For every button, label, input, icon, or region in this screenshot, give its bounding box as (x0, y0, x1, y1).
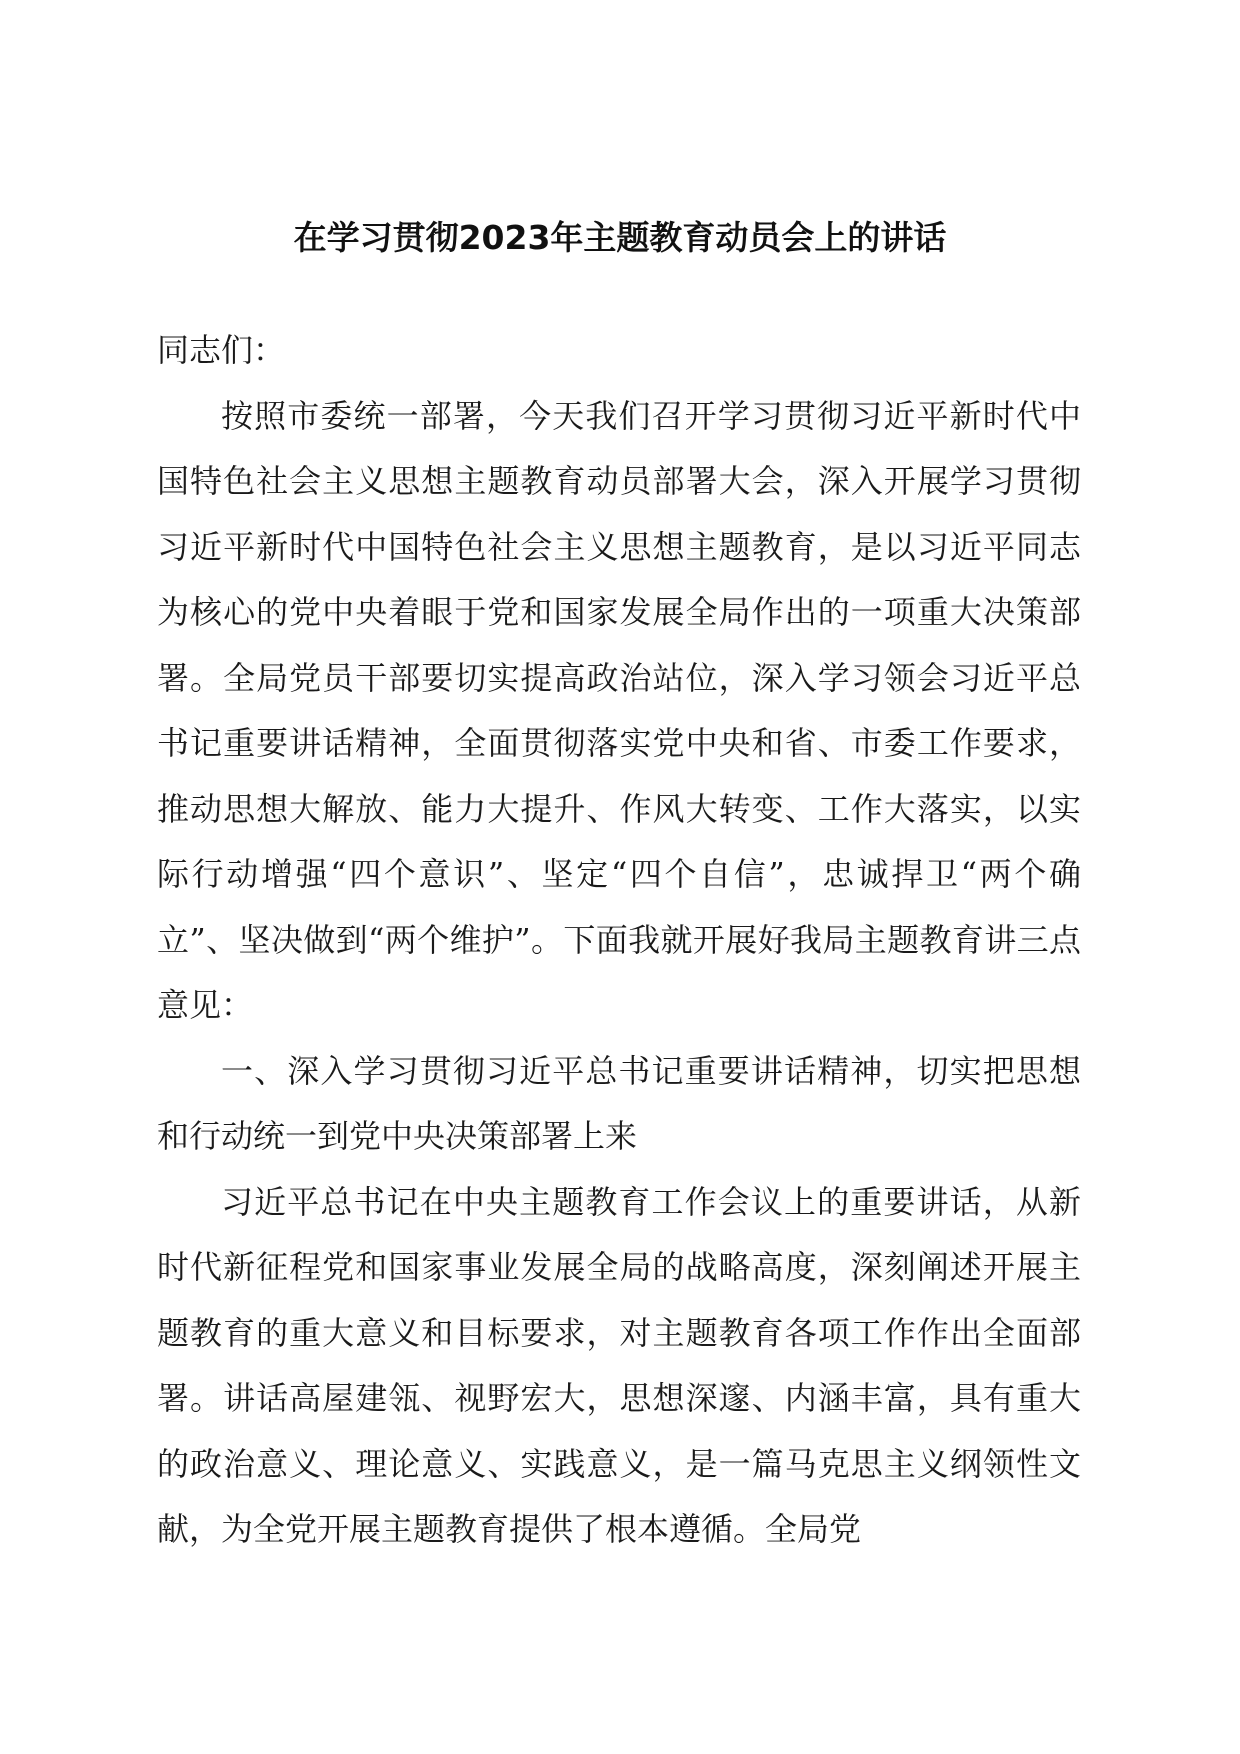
salutation: 同志们： (157, 331, 286, 369)
document-title: 在学习贯彻2023年主题教育动员会上的讲话 (293, 218, 947, 257)
paragraph-section-one: 习近平总书记在中央主题教育工作会议上的重要讲话，从新时代新征程党和国家事业发展全局的战略高度，深刻阐述开展主题教育的重大意义和目标要求，对主题教育各项工作作出全面部署。讲话高屋建瓴、视野宏大，思想深邃、内涵丰富，具有重大的政治意义、理论意义、实践意义，是一篇马克思主义纲领性文献，为全党开展主题教育提供了根本遵循。全局党 (157, 1182, 1081, 1548)
document-body (157, 318, 1081, 1563)
paragraph-opening: 按照市委统一部署，今天我们召开学习贯彻习近平新时代中国特色社会主义思想主题教育动员部署大会，深入开展学习贯彻习近平新时代中国特色社会主义思想主题教育，是以习近平同志为核心的党中央着眼于党和国家发展全局作出的一项重大决策部署。全局党员干部要切实提高政治站位，深入学习领会习近平总书记重要讲话精神，全面贯彻落实党中央和省、市委工作要求，推动思想大解放、能力大提升、作风大转变、工作大落实，以实际行动增强“四个意识”、坚定“四个自信”，忠诚捍卫“两个确立”、坚决做到“两个维护”。下面我就开展好我局主题教育讲三点意见： (157, 396, 1081, 1024)
section-heading-one: 一、深入学习贯彻习近平总书记重要讲话精神，切实把思想和行动统一到党中央决策部署上来 (157, 1051, 1081, 1155)
